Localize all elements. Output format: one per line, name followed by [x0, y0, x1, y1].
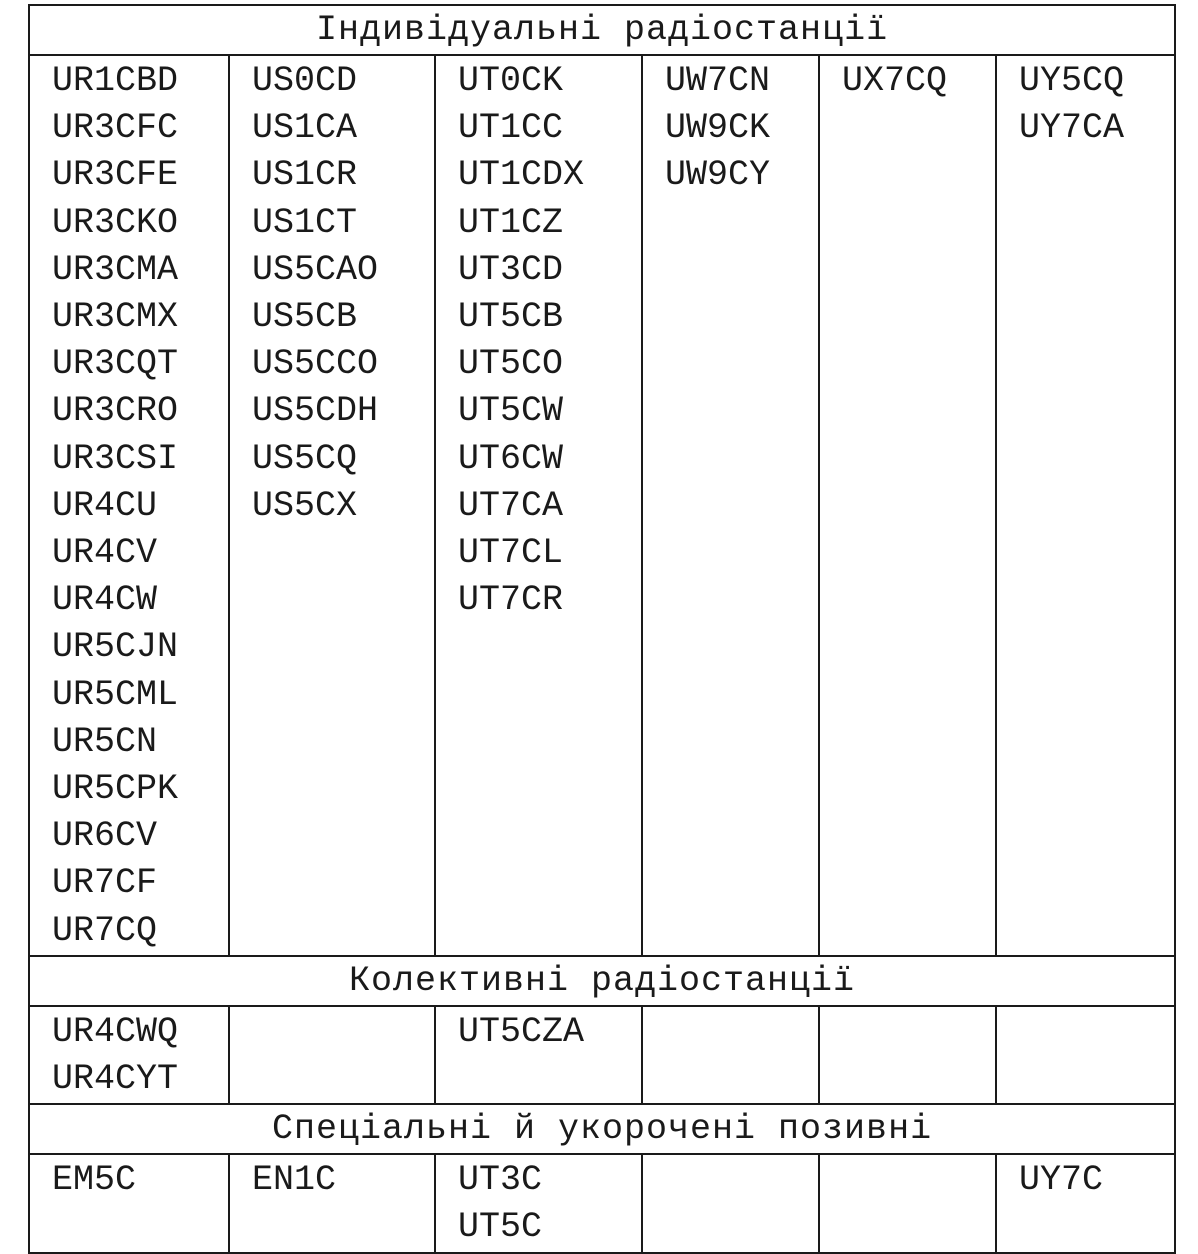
callsign-column-ut: [435, 55, 642, 956]
section-header-collective: Колективні радіостанції: [29, 956, 1175, 1006]
callsign-item: UR1CBD: [52, 61, 179, 101]
callsign-list: [436, 1007, 641, 1056]
callsign-item: UR4CW: [52, 580, 158, 621]
callsign-item: UW7CN: [665, 61, 771, 101]
callsign-list: [30, 1155, 228, 1204]
callsign-column-uw: [642, 55, 819, 956]
callsign-list: [820, 1155, 995, 1157]
callsign-list: [230, 1007, 434, 1009]
callsign-column-uw: [642, 1006, 819, 1104]
callsign-list: [997, 56, 1174, 152]
callsign-item: US5CB: [252, 297, 358, 338]
callsign-list: [997, 1007, 1174, 1009]
callsign-column-ux: [819, 1154, 996, 1252]
callsign-item: US0CD: [252, 61, 358, 101]
callsign-column-us: [229, 1006, 435, 1104]
callsign-item: UY7C: [1019, 1160, 1104, 1201]
callsign-column-uw: [642, 1154, 819, 1252]
callsign-item: US5CCO: [252, 344, 379, 385]
callsign-list: [230, 56, 434, 530]
callsign-item: UR3CKO: [52, 202, 179, 243]
callsign-item: UR4CU: [52, 485, 158, 526]
callsign-list: [436, 56, 641, 624]
callsign-item: UT7CA: [458, 485, 564, 526]
callsign-column-ux: [819, 55, 996, 956]
callsign-item: UT5CB: [458, 297, 564, 338]
callsign-item: UR5CN: [52, 721, 158, 762]
callsign-column-ut: [435, 1006, 642, 1104]
callsign-item: US5CDH: [252, 391, 379, 432]
callsign-column-ur: [29, 1154, 229, 1252]
callsign-item: US1CA: [252, 108, 358, 149]
callsign-list: [230, 1155, 434, 1204]
callsign-item: UT1CC: [458, 108, 564, 149]
callsign-column-uy: [996, 55, 1175, 956]
callsign-item: UR5CPK: [52, 769, 179, 810]
callsign-item: UR3CQT: [52, 344, 179, 385]
callsign-item: US5CX: [252, 485, 358, 526]
callsign-item: UR3CMA: [52, 249, 179, 290]
callsign-item: UR5CJN: [52, 627, 179, 668]
callsign-item: UR7CF: [52, 863, 158, 904]
callsign-column-uy: [996, 1154, 1175, 1252]
callsign-item: UR4CWQ: [52, 1011, 179, 1052]
callsign-item: EN1C: [252, 1160, 337, 1201]
callsign-column-ux: [819, 1006, 996, 1104]
callsign-item: US1CR: [252, 155, 358, 196]
section-header-individual: Індивідуальні радіостанції: [29, 5, 1175, 55]
callsign-item: UR4CYT: [52, 1059, 179, 1100]
callsign-column-us: [229, 55, 435, 956]
section-header-row: [29, 956, 1175, 1006]
callsign-row-special: [29, 1154, 1175, 1252]
callsign-list: [820, 1007, 995, 1009]
callsign-item: UT6CW: [458, 438, 564, 479]
callsign-item: US5CQ: [252, 438, 358, 479]
callsign-item: UY7CA: [1019, 108, 1125, 149]
callsign-item: UR5CML: [52, 674, 179, 715]
callsign-item: EM5C: [52, 1160, 137, 1201]
callsign-list: [820, 56, 995, 105]
callsign-row-individual: [29, 55, 1175, 956]
callsign-item: UT0CK: [458, 61, 564, 101]
callsign-item: UT1CDX: [458, 155, 585, 196]
callsign-column-uy: [996, 1006, 1175, 1104]
callsign-item: US1CT: [252, 202, 358, 243]
callsign-item: UY5CQ: [1019, 61, 1125, 101]
callsign-column-ur: [29, 1006, 229, 1104]
callsign-item: UW9CK: [665, 108, 771, 149]
callsign-item: UR3CRO: [52, 391, 179, 432]
callsign-list: [643, 1155, 818, 1157]
callsign-item: UT7CL: [458, 533, 564, 574]
callsign-item: UT5CO: [458, 344, 564, 385]
section-header-special: Спеціальні й укорочені позивні: [29, 1104, 1175, 1154]
callsign-item: UT3C: [458, 1160, 543, 1201]
callsign-row-collective: [29, 1006, 1175, 1104]
callsign-item: UR3CMX: [52, 297, 179, 338]
callsign-list: [30, 56, 228, 955]
callsign-item: UR7CQ: [52, 910, 158, 951]
callsign-item: UT5CZA: [458, 1011, 585, 1052]
callsign-item: UT5C: [458, 1207, 543, 1248]
section-header-row: [29, 1104, 1175, 1154]
callsign-item: UT5CW: [458, 391, 564, 432]
callsign-list: [30, 1007, 228, 1103]
callsign-item: UR3CFC: [52, 108, 179, 149]
callsign-table: [28, 4, 1176, 1254]
callsign-item: UX7CQ: [842, 61, 948, 101]
callsign-column-ut: [435, 1154, 642, 1252]
callsign-item: UR3CFE: [52, 155, 179, 196]
callsign-list: [997, 1155, 1174, 1204]
callsign-item: UT7CR: [458, 580, 564, 621]
callsign-item: UW9CY: [665, 155, 771, 196]
callsign-column-us: [229, 1154, 435, 1252]
callsign-list: [643, 56, 818, 200]
callsign-column-ur: [29, 55, 229, 956]
callsign-item: UR6CV: [52, 816, 158, 857]
callsign-item: US5CAO: [252, 249, 379, 290]
callsign-item: UT3CD: [458, 249, 564, 290]
callsign-list: [643, 1007, 818, 1009]
callsign-item: UT1CZ: [458, 202, 564, 243]
callsign-item: UR4CV: [52, 533, 158, 574]
callsign-list: [436, 1155, 641, 1251]
callsign-item: UR3CSI: [52, 438, 179, 479]
section-header-row: [29, 5, 1175, 55]
